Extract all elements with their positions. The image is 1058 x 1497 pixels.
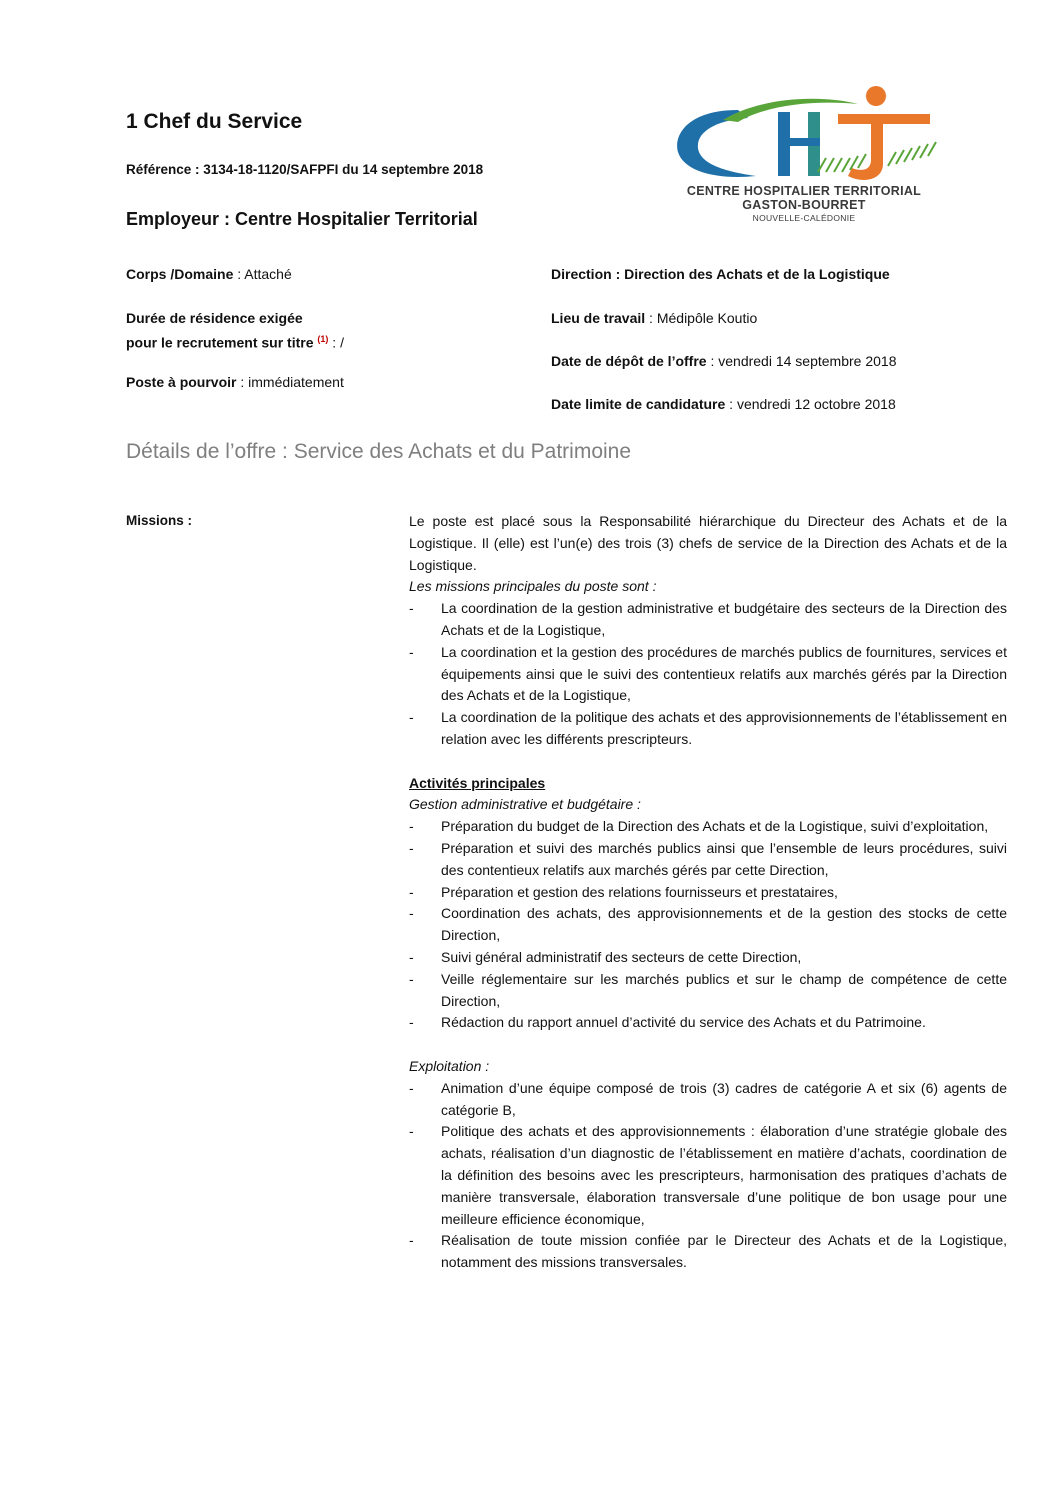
list-item: - La coordination de la politique des achats et des approvisionnements de l’établissement en relation avec les différents prescripteurs. xyxy=(409,709,1007,747)
intro-text: Le poste est placé sous la Responsabilité hiérarchique du Directeur des Achats et de la Logistique. Il (elle) est l’un(e) des trois (3) chefs de service de la Direction des Achats et de la Logistique. xyxy=(409,513,1007,573)
field-duree: Durée de résidence exigée pour le recrutement sur titre $^{(1)}$ : / xyxy=(126,310,344,351)
footnote-marker: (1) xyxy=(317,334,329,344)
list-item: - La coordination et la gestion des procédures de marchés publics de fournitures, services et équipements ainsi que le suivi des contentieux relatifs aux marchés gérés par la Direction des Achats et de la Logistique, xyxy=(409,643,1007,704)
field-poste-value: immédiatement xyxy=(248,374,344,390)
gestion-heading: Gestion administrative et budgétaire : xyxy=(409,796,641,813)
list-item: - Suivi général administratif des secteurs de cette Direction, xyxy=(409,948,802,965)
logo-text-line3: NOUVELLE-CALÉDONIE xyxy=(752,213,856,223)
field-lieu: Lieu de travail : Médipôle Koutio xyxy=(551,310,758,326)
field-direction-label: Direction xyxy=(551,266,612,282)
details-content xyxy=(409,511,1007,1274)
field-limite-label: Date limite de candidature xyxy=(551,396,726,412)
exploitation-heading: Exploitation : xyxy=(409,1057,490,1074)
section-title: Détails de l’offre : Service des Achats et du Patrimoine xyxy=(126,440,632,463)
logo-text-line1: CENTRE HOSPITALIER TERRITORIAL xyxy=(686,184,922,198)
list-item: - Veille réglementaire sur les marchés publics et sur le champ de compétence de cette Direction, xyxy=(409,970,1007,1009)
list-item: - Rédaction du rapport annuel d’activité du service des Achats et du Patrimoine. xyxy=(409,1014,926,1031)
list-item: - La coordination de la gestion administrative et budgétaire des secteurs de la Direction des Achats et de la Logistique, xyxy=(409,600,1007,638)
list-item: - Préparation du budget de la Direction des Achats et de la Logistique, suivi d’exploitation, xyxy=(409,818,989,835)
field-poste-label: Poste à pourvoir xyxy=(126,374,237,390)
list-item: - Réalisation de toute mission confiée par le Directeur des Achats et de la Logistique, notamment des missions transversales. xyxy=(409,1232,1007,1271)
missions-label: Missions : xyxy=(126,513,193,528)
field-duree-label-2: pour le recrutement sur titre xyxy=(126,334,314,351)
field-corps-value: Attaché xyxy=(244,266,292,282)
reference: Référence : 3134-18-1120/SAFPFI du 14 septembre 2018 xyxy=(126,162,484,177)
field-duree-value: / xyxy=(340,334,344,351)
employer: Employeur : Centre Hospitalier Territorial xyxy=(126,209,478,229)
list-item: - Préparation et suivi des marchés publics ainsi que l’ensemble de leurs procédures, suivi des contentieux relatifs aux marchés gérés par cette Direction, xyxy=(409,839,1007,878)
field-limite-value: vendredi 12 octobre 2018 xyxy=(736,396,896,412)
field-corps-label: Corps /Domaine xyxy=(126,266,234,282)
logo-text-line2: GASTON-BOURRET xyxy=(742,198,866,212)
exploitation-list xyxy=(409,1078,1007,1274)
activities-heading: Activités principales xyxy=(409,774,546,791)
field-depot: Date de dépôt de l’offre : vendredi 14 septembre 2018 xyxy=(551,353,897,369)
gestion-list xyxy=(409,816,1007,1034)
field-direction-value: Direction des Achats et de la Logistique xyxy=(624,266,890,282)
list-item: - Politique des achats et des approvisionnements : élaboration d’une stratégie globale des achats, réalisation d’un diagnostic de l’établissement en matière d’achats, coordination de la définition des besoins avec les prescripteurs, harmonisation des pratiques d’achats de manière transversale, élaboration transversale d’une politique de bon usage pour une meilleure efficience économique, xyxy=(409,1123,1007,1227)
list-item: - Animation d’une équipe composé de trois (3) cadres de catégorie A et six (6) agents de catégorie B, xyxy=(409,1079,1007,1118)
list-item: - Préparation et gestion des relations fournisseurs et prestataires, xyxy=(409,883,838,900)
field-limite: Date limite de candidature : vendredi 12 octobre 2018 xyxy=(551,396,896,412)
field-depot-label: Date de dépôt de l’offre xyxy=(551,353,707,369)
field-lieu-label: Lieu de travail xyxy=(551,310,646,326)
field-poste: Poste à pourvoir : immédiatement xyxy=(126,374,344,390)
field-lieu-value: Médipôle Koutio xyxy=(656,310,758,326)
page-title: 1 Chef du Service xyxy=(126,110,303,133)
missions-list xyxy=(409,598,1007,751)
field-corps: Corps /Domaine : Attaché xyxy=(126,266,292,282)
missions-heading: Les missions principales du poste sont : xyxy=(409,578,657,595)
field-direction: Direction : Direction des Achats et de la Logistique xyxy=(551,266,890,282)
list-item: - Coordination des achats, des approvisionnements et de la gestion des stocks de cette Direction, xyxy=(409,905,1007,944)
field-duree-label-1: Durée de résidence exigée xyxy=(126,310,303,326)
field-depot-value: vendredi 14 septembre 2018 xyxy=(718,353,897,369)
